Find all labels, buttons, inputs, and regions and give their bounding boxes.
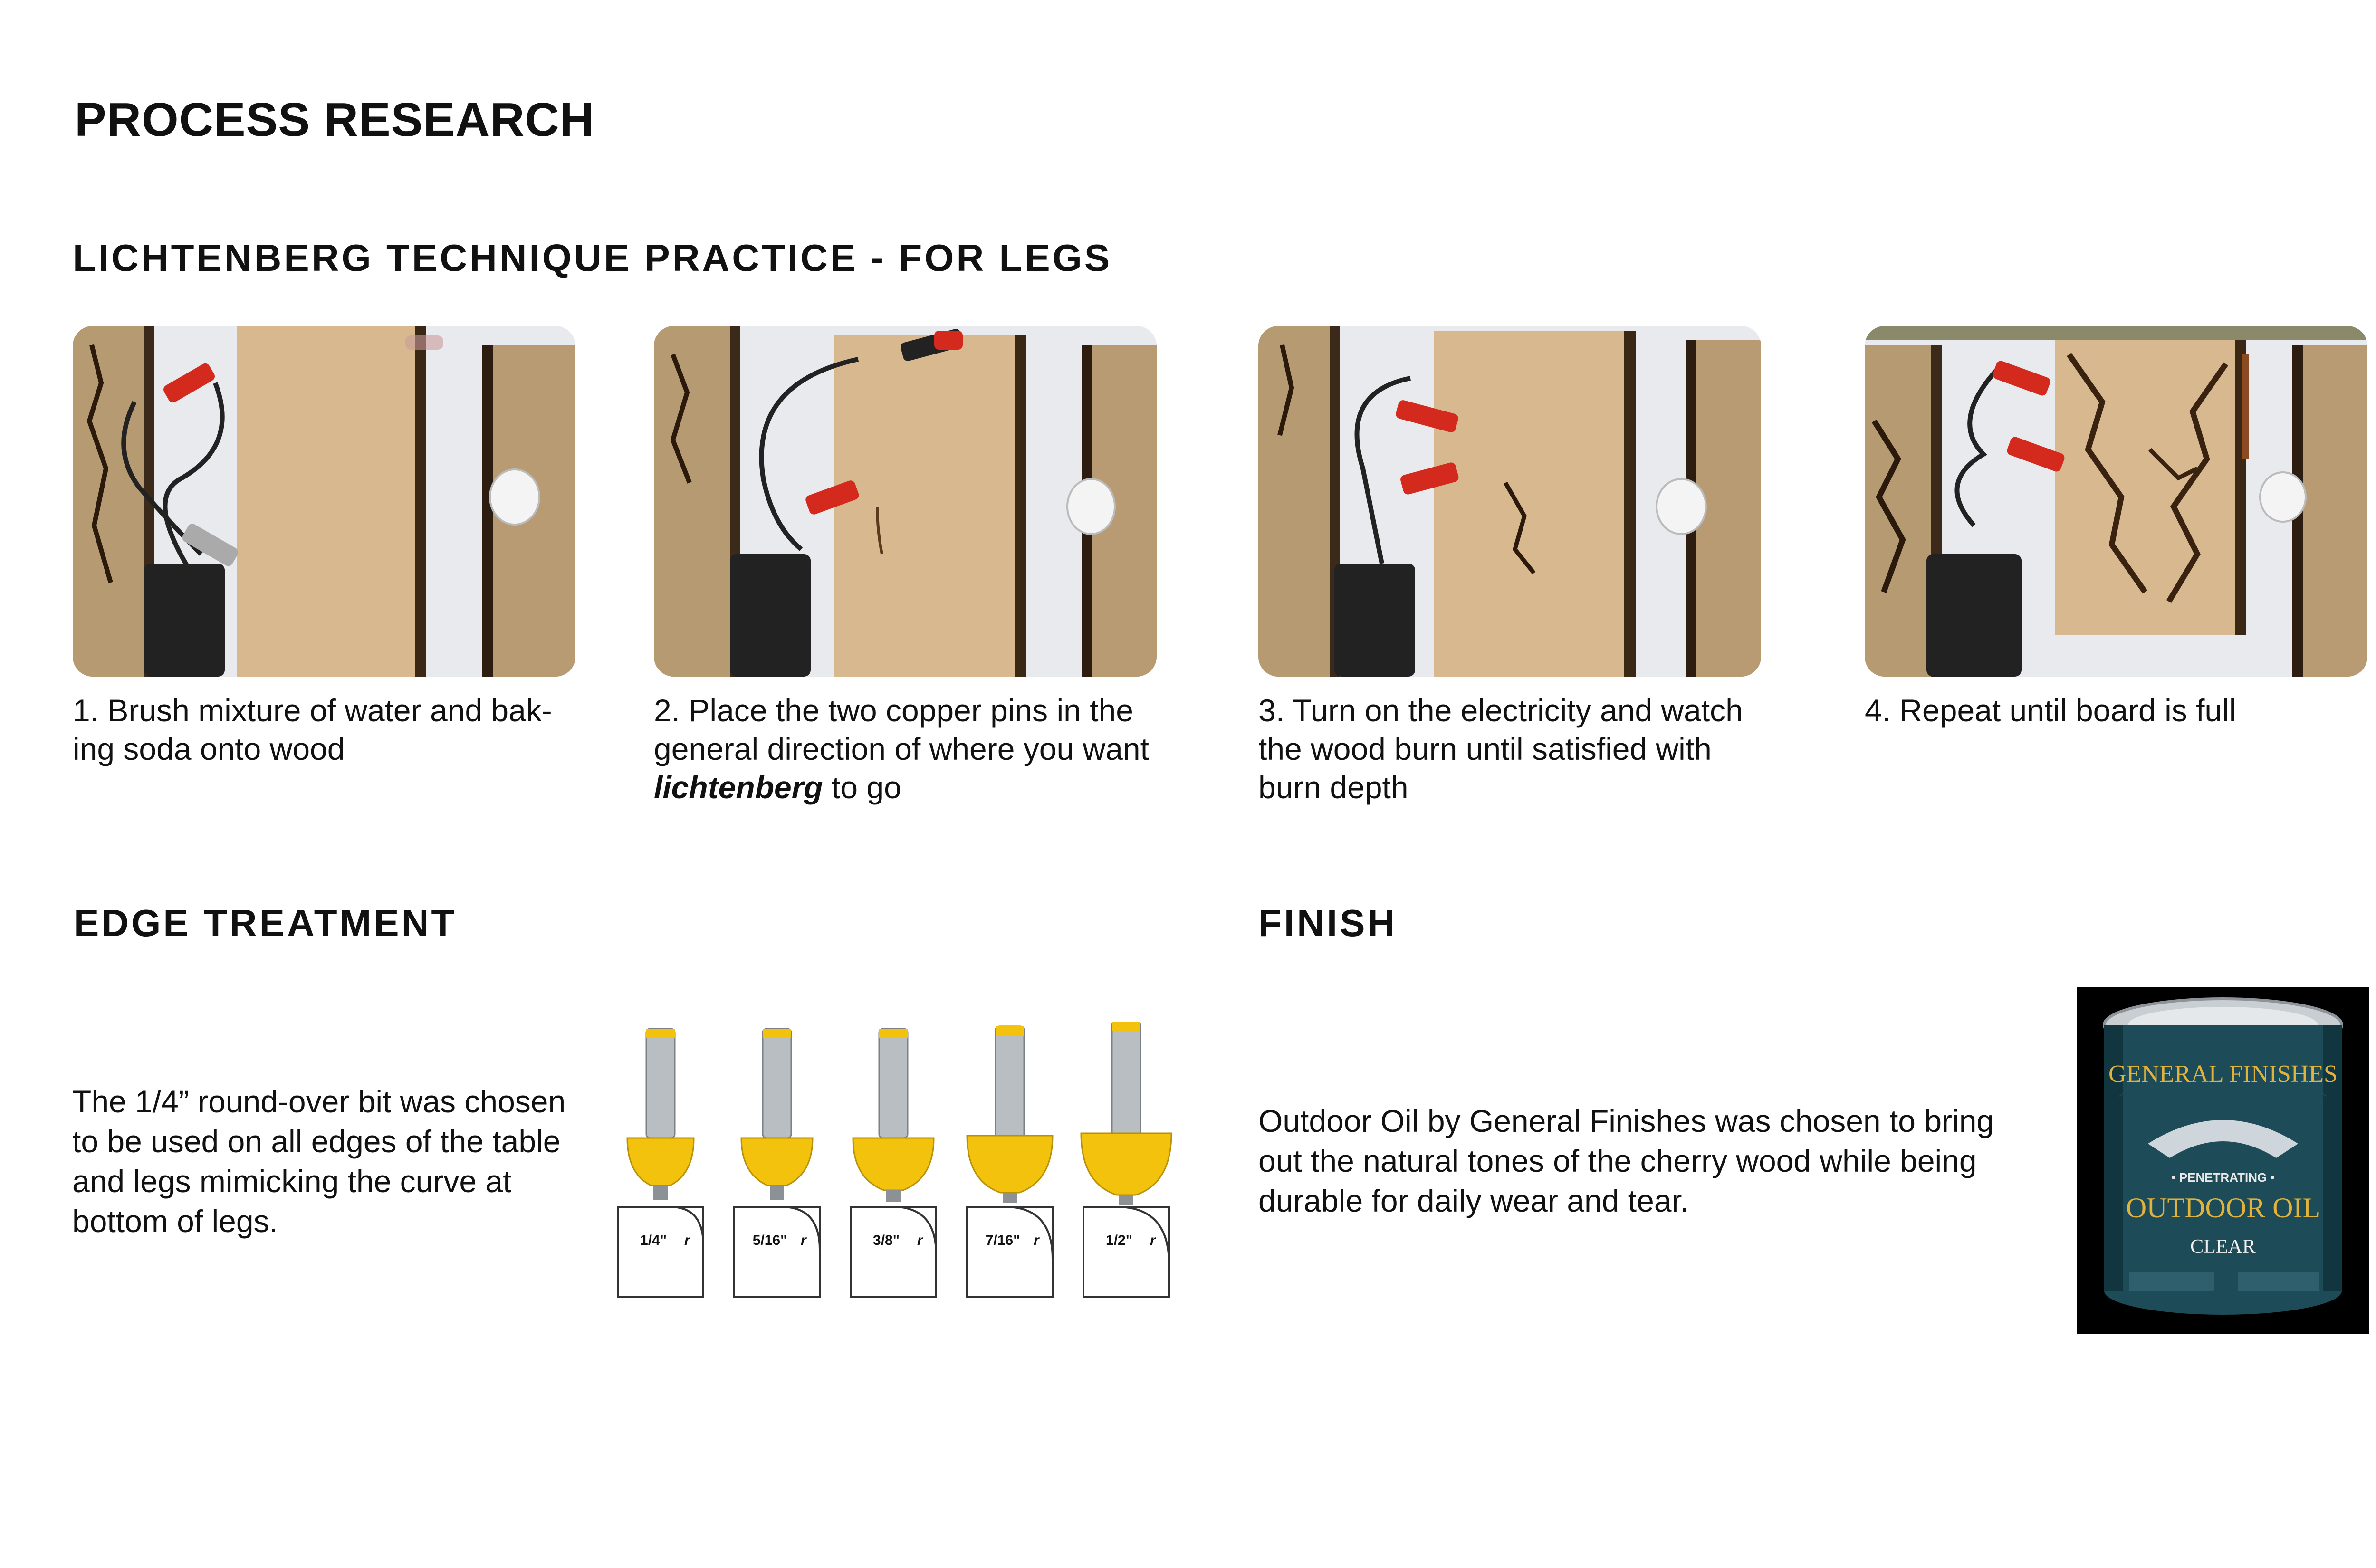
caption-line: 3. Turn on the electricity and watch [1258,693,1743,728]
caption-line: general direction of where you want [654,731,1149,766]
can-brand: GENERAL FINISHES [2108,1061,2338,1088]
caption-line: the wood burn until satisfied with [1258,731,1712,766]
finish-heading: FINISH [1258,902,1398,944]
bit-size-label: 5/16" [752,1233,787,1248]
caption-line [654,768,1167,807]
can-tag: • PENETRATING • [2171,1170,2275,1185]
caption-rest: to go [823,770,901,805]
step-1-photo [73,326,575,677]
step-2-caption [654,691,1167,807]
caption-line: 2. Place the two copper pins in the [654,693,1133,728]
bit-size-label: 1/4" [640,1233,667,1248]
text-line: durable for daily wear and tear. [1258,1183,1689,1218]
edge-text [72,1081,619,1241]
text-line: out the natural tones of the cherry wood while being [1258,1143,1977,1178]
bit-radius-label: r [684,1233,690,1248]
step-1-caption [73,691,586,768]
step-4-photo [1865,326,2367,677]
caption-line: ing soda onto wood [73,731,345,766]
router-bit-5 [1079,1022,1174,1307]
bit-size-label: 7/16" [985,1233,1020,1248]
edge-heading: EDGE TREATMENT [74,902,457,944]
lichtenberg-heading: LICHTENBERG TECHNIQUE PRACTICE - FOR LEGS [73,237,1112,279]
outdoor-oil-can-image [2077,987,2369,1334]
finish-text [1258,1101,2066,1221]
bit-size-label: 3/8" [873,1233,900,1248]
can-product: OUTDOOR OIL [2126,1192,2320,1224]
bit-radius-label: r [801,1233,806,1248]
router-bit-4 [962,1022,1057,1307]
step-3-photo [1258,326,1761,677]
router-bit-1 [613,1022,708,1307]
bit-radius-label: r [917,1233,923,1248]
bit-size-label: 1/2" [1106,1233,1132,1248]
text-line: and legs mimicking the curve at [72,1164,512,1199]
can-variant: CLEAR [2190,1236,2256,1258]
page-title: PROCESS RESEARCH [75,93,594,146]
step-4-caption [1865,691,2376,730]
caption-line: burn depth [1258,770,1408,805]
text-line: Outdoor Oil by General Finishes was chosen to bring [1258,1103,1994,1138]
caption-line: 1. Brush mixture of water and bak- [73,693,552,728]
router-bit-2 [729,1022,824,1307]
bit-radius-label: r [1034,1233,1039,1248]
router-bits [613,1022,1183,1307]
text-line: to be used on all edges of the table [72,1124,561,1159]
caption-emphasis: lichtenberg [654,770,823,805]
router-bit-3 [846,1022,941,1307]
text-line: The 1/4” round-over bit was chosen [72,1084,566,1119]
step-2-photo [654,326,1157,677]
caption-line: 4. Repeat until board is full [1865,693,2236,728]
text-line: bottom of legs. [72,1204,278,1239]
step-3-caption [1258,691,1772,807]
bit-radius-label: r [1150,1233,1156,1248]
